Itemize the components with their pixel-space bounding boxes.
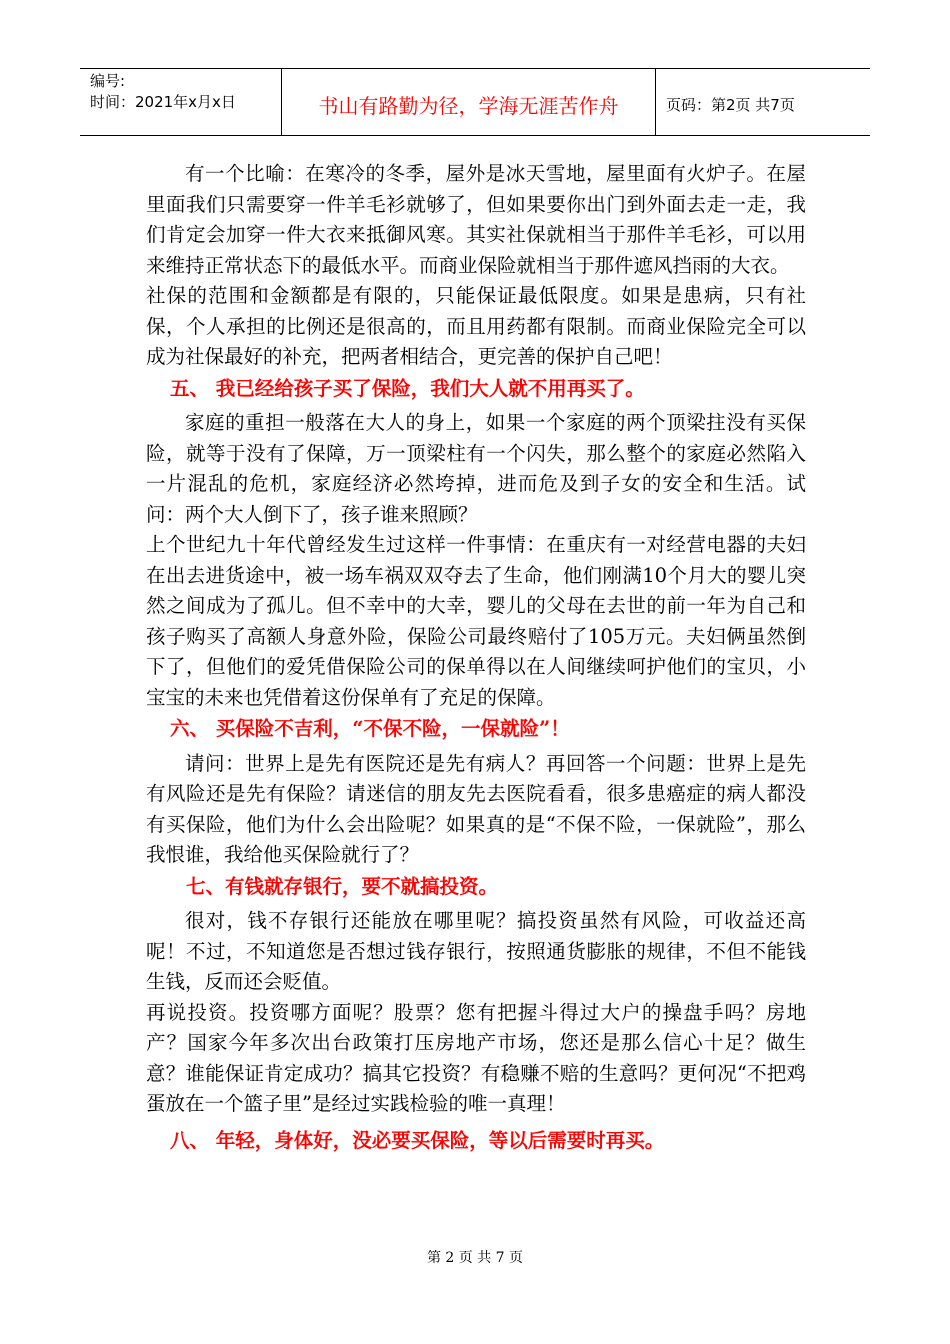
paragraph: 家庭的重担一般落在大人的身上，如果一个家庭的两个顶梁拄没有买保险，就等于没有了保障，万一顶梁柱有一个闪失，那么整个的家庭必然陷入一片混乱的危机，家庭经济必然垮掉，进而危及到子女的安全和生活。试问：两个大人倒下了，孩子谁来照顾？ [146, 411, 806, 526]
paragraph: 有一个比喻：在寒冷的冬季，屋外是冰天雪地，屋里面有火炉子。在屋里面我们只需要穿一件羊毛衫就够了，但如果要你出门到外面去走一走，我们肯定会加穿一件大衣来抵御风寒。其实社保就相当于那件羊毛衫，可以用来维持正常状态下的最低水平。而商业保险就相当于那件遮风挡雨的大衣。 [146, 162, 806, 277]
header-meta [80, 69, 282, 135]
document-number-label: 编号: [90, 72, 126, 90]
section-heading: 八、 年轻，身体好，没必要买保险，等以后需要时再买。 [170, 1128, 665, 1152]
section-heading: 六、 买保险不吉利，“不保不险，一保就险”！ [170, 717, 570, 740]
paragraph: 再说投资。投资哪方面呢？股票？您有把握斗得过大户的操盘手吗？房地产？国家今年多次出台政策打压房地产市场，您还是那么信心十足？做生意？谁能保证肯定成功？搞其它投资？有稳赚不赔的生意吗？更何况“不把鸡蛋放在一个篮子里”是经过实践检验的唯一真理！ [146, 1000, 806, 1115]
header-page-info: 页码：第2页 共7页 [666, 95, 795, 114]
section-heading: 七、有钱就存银行，要不就搞投资。 [186, 874, 499, 898]
section-heading: 五、 我已经给孩子买了保险，我们大人就不用再买了。 [170, 376, 645, 400]
document-date: 时间：2021年x月x日 [90, 93, 236, 111]
document-body [146, 159, 806, 1160]
paragraph: 很对，钱不存银行还能放在哪里呢？搞投资虽然有风险，可收益还高呢！不过，不知道您是否想过钱存银行，按照通货膨胀的规律，不但不能钱生钱，反而还会贬值。 [146, 909, 806, 993]
header-motto: 书山有路勤为径，学海无涯苦作舟 [282, 69, 656, 135]
paragraph: 请问：世界上是先有医院还是先有病人？再回答一个问题：世界上是先有风险还是先有保险？请迷信的朋友先去医院看看，很多患癌症的病人都没有买保险，他们为什么会出险呢？如果真的是“不保不险，一保就险”，那么我恨谁，我给他买保险就行了？ [146, 751, 806, 866]
page-header [80, 68, 870, 136]
paragraph: 上个世纪九十年代曾经发生过这样一件事情：在重庆有一对经营电器的夫妇在出去进货途中，被一场车祸双双夺去了生命，他们刚满10个月大的婴儿突然之间成为了孤儿。但不幸中的大幸，婴儿的父母在去世的前一年为自己和孩子购买了高额人身意外险，保险公司最终赔付了105万元。夫妇俩虽然倒下了，但他们的爱凭借保险公司的保单得以在人间继续呵护他们的宝贝，小宝宝的未来也凭借着这份保单有了充足的保障。 [146, 533, 806, 709]
page-footer: 第 2 页 共 7 页 [426, 1250, 524, 1266]
paragraph: 社保的范围和金额都是有限的，只能保证最低限度。如果是患病，只有社保，个人承担的比例还是很高的，而且用药都有限制。而商业保险完全可以成为社保最好的补充，把两者相结合，更完善的保护自己吧！ [146, 284, 806, 368]
